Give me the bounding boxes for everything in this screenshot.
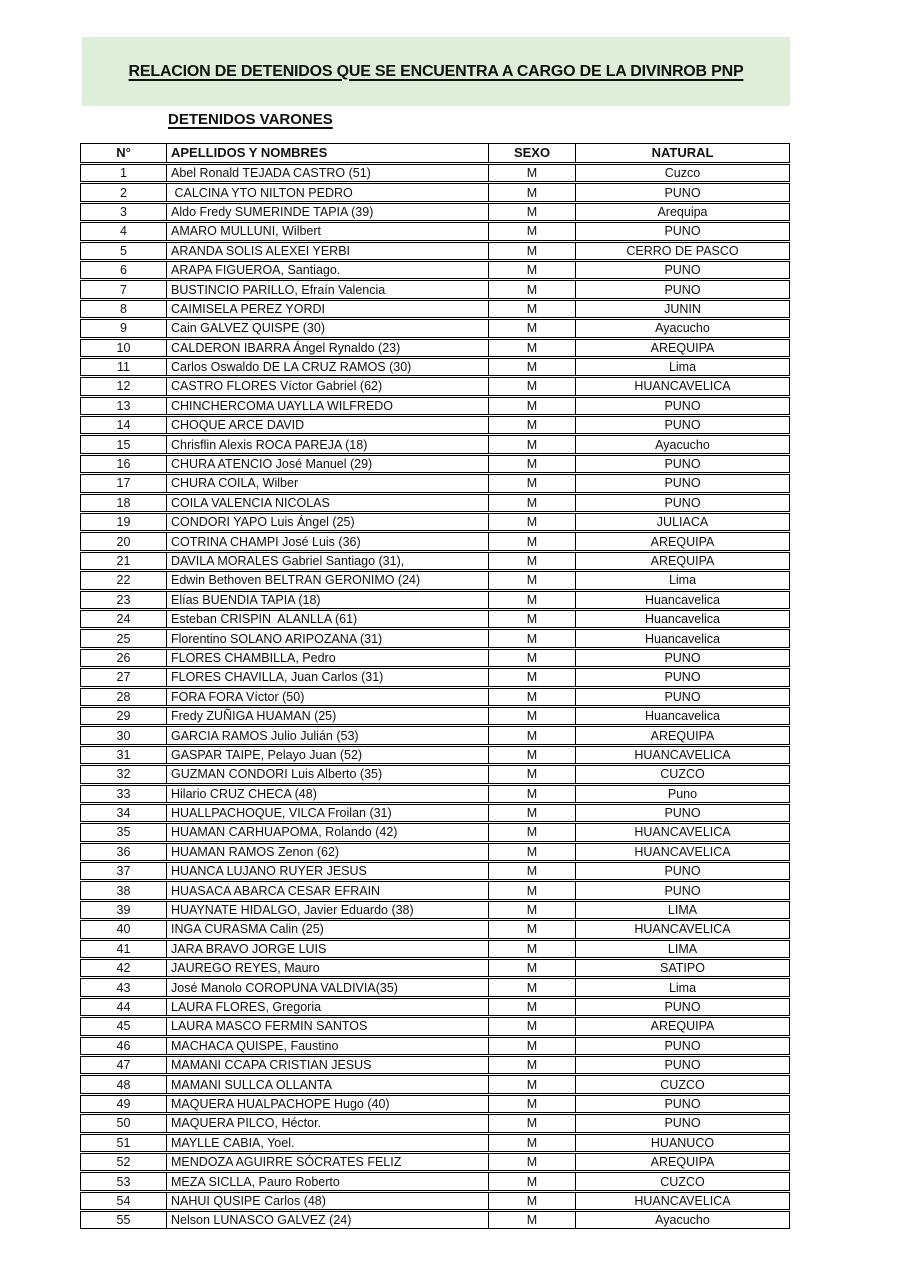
table-row bbox=[80, 552, 790, 570]
cell-name: Nelson LUNASCO GALVEZ (24) bbox=[166, 1212, 488, 1228]
cell-sexo: M bbox=[488, 650, 575, 666]
cell-name: LAURA FLORES, Gregoria bbox=[166, 999, 488, 1015]
table-row bbox=[80, 1017, 790, 1035]
cell-natural: AREQUIPA bbox=[575, 553, 789, 569]
table-row bbox=[80, 862, 790, 880]
cell-name: HUANCA LUJANO RUYER JESUS bbox=[166, 863, 488, 879]
cell-name: INGA CURASMA Calin (25) bbox=[166, 921, 488, 937]
cell-sexo: M bbox=[488, 727, 575, 743]
cell-name: AMARO MULLUNI, Wilbert bbox=[166, 223, 488, 239]
cell-natural: LIMA bbox=[575, 941, 789, 957]
cell-name: MAQUERA PILCO, Héctor. bbox=[166, 1115, 488, 1131]
cell-name: Carlos Oswaldo DE LA CRUZ RAMOS (30) bbox=[166, 359, 488, 375]
table-row bbox=[80, 513, 790, 531]
cell-natural: SATIPO bbox=[575, 960, 789, 976]
cell-name: José Manolo COROPUNA VALDIVIA(35) bbox=[166, 979, 488, 995]
table-row bbox=[80, 280, 790, 298]
cell-number: 23 bbox=[116, 592, 131, 607]
cell-natural: AREQUIPA bbox=[575, 1018, 789, 1034]
cell-number: 14 bbox=[116, 418, 131, 433]
cell-name: FLORES CHAVILLA, Juan Carlos (31) bbox=[166, 669, 488, 685]
table-row bbox=[80, 823, 790, 841]
table-row bbox=[80, 203, 790, 221]
cell-number: 26 bbox=[116, 650, 131, 665]
cell-number: 37 bbox=[116, 864, 131, 879]
cell-sexo: M bbox=[488, 553, 575, 569]
cell-name: COILA VALENCIA NICOLAS bbox=[166, 495, 488, 511]
cell-number: 31 bbox=[116, 747, 131, 762]
cell-natural: Ayacucho bbox=[575, 1212, 789, 1228]
cell-name: HUAYNATE HIDALGO, Javier Eduardo (38) bbox=[166, 902, 488, 918]
cell-sexo: M bbox=[488, 378, 575, 394]
table-row bbox=[80, 804, 790, 822]
cell-sexo: M bbox=[488, 805, 575, 821]
table-row bbox=[80, 1114, 790, 1132]
table-row bbox=[80, 668, 790, 686]
cell-number: 38 bbox=[116, 883, 131, 898]
cell-name: CHURA COILA, Wilber bbox=[166, 475, 488, 491]
cell-natural: PUNO bbox=[575, 456, 789, 472]
cell-number: 1 bbox=[120, 166, 127, 181]
cell-number: 34 bbox=[116, 806, 131, 821]
page-title: RELACION DE DETENIDOS QUE SE ENCUENTRA A CARGO DE LA DIVINROB PNP bbox=[128, 62, 744, 80]
cell-number: 42 bbox=[116, 961, 131, 976]
cell-sexo: M bbox=[488, 902, 575, 918]
cell-number: 36 bbox=[116, 844, 131, 859]
cell-number: 5 bbox=[120, 243, 127, 258]
cell-number: 53 bbox=[116, 1174, 131, 1189]
cell-sexo: M bbox=[488, 824, 575, 840]
cell-name: MAMANI SULLCA OLLANTA bbox=[166, 1076, 488, 1092]
cell-number: 48 bbox=[116, 1077, 131, 1092]
cell-name: BUSTINCIO PARILLO, Efraín Valencia bbox=[166, 281, 488, 297]
cell-sexo: M bbox=[488, 630, 575, 646]
table-row bbox=[80, 881, 790, 899]
table-row bbox=[80, 591, 790, 609]
cell-sexo: M bbox=[488, 941, 575, 957]
cell-number: 18 bbox=[116, 495, 131, 510]
cell-number: 52 bbox=[116, 1155, 131, 1170]
table-row bbox=[80, 1153, 790, 1171]
table-row bbox=[80, 319, 790, 337]
cell-natural: Lima bbox=[575, 572, 789, 588]
table-row bbox=[80, 785, 790, 803]
cell-natural: PUNO bbox=[575, 863, 789, 879]
cell-natural: HUANCAVELICA bbox=[575, 378, 789, 394]
table-row bbox=[80, 688, 790, 706]
cell-name: HUAMAN CARHUAPOMA, Rolando (42) bbox=[166, 824, 488, 840]
cell-name: DAVILA MORALES Gabriel Santiago (31), bbox=[166, 553, 488, 569]
cell-name: NAHUI QUSIPE Carlos (48) bbox=[166, 1193, 488, 1209]
cell-sexo: M bbox=[488, 611, 575, 627]
cell-natural: PUNO bbox=[575, 398, 789, 414]
cell-natural: PUNO bbox=[575, 1038, 789, 1054]
cell-sexo: M bbox=[488, 184, 575, 200]
cell-natural: Cuzco bbox=[575, 165, 789, 181]
cell-number: 2 bbox=[120, 185, 127, 200]
cell-number: 28 bbox=[116, 689, 131, 704]
cell-name: ARAPA FIGUEROA, Santiago. bbox=[166, 262, 488, 278]
cell-name: CASTRO FLORES Víctor Gabriel (62) bbox=[166, 378, 488, 394]
cell-sexo: M bbox=[488, 456, 575, 472]
cell-number: 22 bbox=[116, 573, 131, 588]
cell-name: MACHACA QUISPE, Faustino bbox=[166, 1038, 488, 1054]
cell-sexo: M bbox=[488, 1135, 575, 1151]
cell-name: CHOQUE ARCE DAVID bbox=[166, 417, 488, 433]
cell-natural: Huancavelica bbox=[575, 630, 789, 646]
cell-sexo: M bbox=[488, 320, 575, 336]
cell-number: 45 bbox=[116, 1019, 131, 1034]
cell-sexo: M bbox=[488, 495, 575, 511]
cell-sexo: M bbox=[488, 514, 575, 530]
cell-sexo: M bbox=[488, 359, 575, 375]
cell-natural: Lima bbox=[575, 359, 789, 375]
table-row bbox=[80, 242, 790, 260]
section-title: DETENIDOS VARONES bbox=[168, 111, 333, 128]
cell-name: ARANDA SOLIS ALEXEI YERBI bbox=[166, 243, 488, 259]
cell-name: MAMANI CCAPA CRISTIAN JESUS bbox=[166, 1057, 488, 1073]
table-row bbox=[80, 843, 790, 861]
cell-natural: AREQUIPA bbox=[575, 727, 789, 743]
table-row bbox=[80, 1037, 790, 1055]
cell-name: CALCINA YTO NILTON PEDRO bbox=[166, 184, 488, 200]
table-row bbox=[80, 1192, 790, 1210]
cell-natural: CUZCO bbox=[575, 766, 789, 782]
cell-natural: AREQUIPA bbox=[575, 1154, 789, 1170]
cell-natural: HUANCAVELICA bbox=[575, 844, 789, 860]
cell-number: 41 bbox=[116, 941, 131, 956]
table-row bbox=[80, 1095, 790, 1113]
cell-sexo: M bbox=[488, 1018, 575, 1034]
cell-sexo: M bbox=[488, 708, 575, 724]
table-row bbox=[80, 183, 790, 201]
cell-natural: PUNO bbox=[575, 223, 789, 239]
cell-natural: HUANUCO bbox=[575, 1135, 789, 1151]
cell-natural: PUNO bbox=[575, 184, 789, 200]
cell-sexo: M bbox=[488, 417, 575, 433]
cell-natural: HUANCAVELICA bbox=[575, 747, 789, 763]
table-row bbox=[80, 707, 790, 725]
cell-number: 43 bbox=[116, 980, 131, 995]
cell-number: 8 bbox=[120, 301, 127, 316]
cell-natural: Huancavelica bbox=[575, 611, 789, 627]
table-body bbox=[80, 164, 790, 1229]
table-row bbox=[80, 377, 790, 395]
table-row bbox=[80, 959, 790, 977]
cell-natural: PUNO bbox=[575, 650, 789, 666]
cell-number: 24 bbox=[116, 612, 131, 627]
cell-sexo: M bbox=[488, 999, 575, 1015]
cell-natural: PUNO bbox=[575, 689, 789, 705]
cell-sexo: M bbox=[488, 1038, 575, 1054]
cell-natural: JULIACA bbox=[575, 514, 789, 530]
cell-name: FORA FORA Víctor (50) bbox=[166, 689, 488, 705]
cell-number: 9 bbox=[120, 321, 127, 336]
cell-number: 55 bbox=[116, 1213, 131, 1228]
cell-sexo: M bbox=[488, 669, 575, 685]
cell-number: 39 bbox=[116, 903, 131, 918]
cell-sexo: M bbox=[488, 243, 575, 259]
table-row bbox=[80, 435, 790, 453]
cell-sexo: M bbox=[488, 262, 575, 278]
cell-number: 40 bbox=[116, 922, 131, 937]
cell-name: JAUREGO REYES, Mauro bbox=[166, 960, 488, 976]
cell-name: Chrisflin Alexis ROCA PAREJA (18) bbox=[166, 436, 488, 452]
cell-number: 30 bbox=[116, 728, 131, 743]
cell-name: MAYLLE CABIA, Yoel. bbox=[166, 1135, 488, 1151]
cell-number: 49 bbox=[116, 1096, 131, 1111]
cell-name: Hilario CRUZ CHECA (48) bbox=[166, 786, 488, 802]
cell-name: Florentino SOLANO ARIPOZANA (31) bbox=[166, 630, 488, 646]
table-row bbox=[80, 571, 790, 589]
cell-name: JARA BRAVO JORGE LUIS bbox=[166, 941, 488, 957]
table-row bbox=[80, 1056, 790, 1074]
table-row bbox=[80, 901, 790, 919]
cell-number: 16 bbox=[116, 457, 131, 472]
cell-natural: HUANCAVELICA bbox=[575, 824, 789, 840]
cell-name: HUALLPACHOQUE, VILCA Froilan (31) bbox=[166, 805, 488, 821]
title-banner bbox=[82, 37, 790, 106]
cell-sexo: M bbox=[488, 281, 575, 297]
table-row bbox=[80, 494, 790, 512]
table-row bbox=[80, 1134, 790, 1152]
cell-sexo: M bbox=[488, 1173, 575, 1189]
cell-natural: PUNO bbox=[575, 669, 789, 685]
cell-name: Edwin Bethoven BELTRAN GERONIMO (24) bbox=[166, 572, 488, 588]
cell-number: 25 bbox=[116, 631, 131, 646]
cell-sexo: M bbox=[488, 960, 575, 976]
cell-natural: PUNO bbox=[575, 999, 789, 1015]
cell-name: GASPAR TAIPE, Pelayo Juan (52) bbox=[166, 747, 488, 763]
cell-name: Abel Ronald TEJADA CASTRO (51) bbox=[166, 165, 488, 181]
cell-sexo: M bbox=[488, 766, 575, 782]
cell-sexo: M bbox=[488, 223, 575, 239]
cell-number: 32 bbox=[116, 767, 131, 782]
table-row bbox=[80, 629, 790, 647]
cell-sexo: M bbox=[488, 747, 575, 763]
table-row bbox=[80, 416, 790, 434]
table-row bbox=[80, 1075, 790, 1093]
cell-name: HUAMAN RAMOS Zenon (62) bbox=[166, 844, 488, 860]
table-row bbox=[80, 610, 790, 628]
table-row bbox=[80, 649, 790, 667]
cell-natural: HUANCAVELICA bbox=[575, 1193, 789, 1209]
table-row bbox=[80, 261, 790, 279]
cell-natural: Puno bbox=[575, 786, 789, 802]
cell-name: FLORES CHAMBILLA, Pedro bbox=[166, 650, 488, 666]
cell-name: CAIMISELA PEREZ YORDI bbox=[166, 301, 488, 317]
cell-number: 3 bbox=[120, 204, 127, 219]
cell-number: 17 bbox=[116, 476, 131, 491]
cell-number: 51 bbox=[116, 1135, 131, 1150]
cell-sexo: M bbox=[488, 1193, 575, 1209]
table-row bbox=[80, 978, 790, 996]
cell-name: CHURA ATENCIO José Manuel (29) bbox=[166, 456, 488, 472]
table-row bbox=[80, 765, 790, 783]
cell-number: 4 bbox=[120, 224, 127, 239]
table-row bbox=[80, 998, 790, 1016]
cell-sexo: M bbox=[488, 572, 575, 588]
table-row bbox=[80, 339, 790, 357]
cell-natural: Arequipa bbox=[575, 204, 789, 220]
cell-natural: CERRO DE PASCO bbox=[575, 243, 789, 259]
cell-name: CHINCHERCOMA UAYLLA WILFREDO bbox=[166, 398, 488, 414]
cell-number: 15 bbox=[116, 437, 131, 452]
cell-natural: LIMA bbox=[575, 902, 789, 918]
cell-number: 20 bbox=[116, 534, 131, 549]
cell-sexo: M bbox=[488, 1057, 575, 1073]
cell-number: 13 bbox=[116, 398, 131, 413]
cell-sexo: M bbox=[488, 1076, 575, 1092]
table-row bbox=[80, 222, 790, 240]
cell-natural: PUNO bbox=[575, 475, 789, 491]
cell-name: Aldo Fredy SUMERINDE TAPIA (39) bbox=[166, 204, 488, 220]
cell-number: 46 bbox=[116, 1038, 131, 1053]
cell-name: CONDORI YAPO Luis Ángel (25) bbox=[166, 514, 488, 530]
cell-natural: Lima bbox=[575, 979, 789, 995]
cell-name: COTRINA CHAMPI José Luis (36) bbox=[166, 533, 488, 549]
cell-natural: PUNO bbox=[575, 805, 789, 821]
cell-natural: PUNO bbox=[575, 1115, 789, 1131]
cell-sexo: M bbox=[488, 436, 575, 452]
cell-natural: PUNO bbox=[575, 262, 789, 278]
cell-name: Esteban CRISPIN ALANLLA (61) bbox=[166, 611, 488, 627]
cell-sexo: M bbox=[488, 1115, 575, 1131]
table-row bbox=[80, 1172, 790, 1190]
cell-sexo: M bbox=[488, 204, 575, 220]
cell-sexo: M bbox=[488, 301, 575, 317]
cell-name: GARCIA RAMOS Julio Julián (53) bbox=[166, 727, 488, 743]
table-row bbox=[80, 726, 790, 744]
column-header-numero: N° bbox=[116, 145, 131, 160]
table-row bbox=[80, 358, 790, 376]
cell-number: 47 bbox=[116, 1058, 131, 1073]
cell-natural: PUNO bbox=[575, 1057, 789, 1073]
cell-name: Fredy ZUÑIGA HUAMAN (25) bbox=[166, 708, 488, 724]
cell-number: 12 bbox=[116, 379, 131, 394]
cell-natural: PUNO bbox=[575, 417, 789, 433]
cell-natural: Huancavelica bbox=[575, 708, 789, 724]
table-row bbox=[80, 474, 790, 492]
cell-name: MENDOZA AGUIRRE SÓCRATES FELIZ bbox=[166, 1154, 488, 1170]
column-header-apellidos-nombres: APELLIDOS Y NOMBRES bbox=[166, 144, 488, 162]
table-row bbox=[80, 455, 790, 473]
cell-sexo: M bbox=[488, 533, 575, 549]
cell-sexo: M bbox=[488, 844, 575, 860]
column-header-sexo: SEXO bbox=[488, 144, 575, 162]
cell-sexo: M bbox=[488, 1096, 575, 1112]
cell-number: 50 bbox=[116, 1116, 131, 1131]
cell-name: MAQUERA HUALPACHOPE Hugo (40) bbox=[166, 1096, 488, 1112]
table-row bbox=[80, 397, 790, 415]
cell-sexo: M bbox=[488, 786, 575, 802]
cell-natural: PUNO bbox=[575, 281, 789, 297]
cell-sexo: M bbox=[488, 882, 575, 898]
cell-sexo: M bbox=[488, 921, 575, 937]
cell-number: 21 bbox=[116, 554, 131, 568]
cell-sexo: M bbox=[488, 689, 575, 705]
cell-natural: CUZCO bbox=[575, 1076, 789, 1092]
table-header-row bbox=[80, 143, 790, 163]
cell-natural: PUNO bbox=[575, 1096, 789, 1112]
table-row bbox=[80, 300, 790, 318]
cell-number: 29 bbox=[116, 709, 131, 724]
cell-sexo: M bbox=[488, 863, 575, 879]
cell-number: 10 bbox=[116, 340, 131, 355]
table-row bbox=[80, 164, 790, 182]
cell-number: 6 bbox=[120, 263, 127, 278]
cell-natural: Ayacucho bbox=[575, 320, 789, 336]
cell-sexo: M bbox=[488, 475, 575, 491]
cell-name: Elías BUENDIA TAPIA (18) bbox=[166, 592, 488, 608]
cell-sexo: M bbox=[488, 398, 575, 414]
table-row bbox=[80, 1211, 790, 1229]
column-header-natural: NATURAL bbox=[575, 144, 789, 162]
cell-natural: PUNO bbox=[575, 882, 789, 898]
cell-natural: AREQUIPA bbox=[575, 340, 789, 356]
cell-number: 11 bbox=[117, 360, 130, 375]
cell-name: HUASACA ABARCA CESAR EFRAIN bbox=[166, 882, 488, 898]
cell-number: 54 bbox=[116, 1193, 131, 1208]
table-row bbox=[80, 532, 790, 550]
cell-sexo: M bbox=[488, 165, 575, 181]
cell-natural: HUANCAVELICA bbox=[575, 921, 789, 937]
cell-number: 35 bbox=[116, 825, 131, 840]
cell-number: 33 bbox=[116, 786, 131, 801]
cell-number: 27 bbox=[116, 670, 131, 685]
cell-natural: AREQUIPA bbox=[575, 533, 789, 549]
table-row bbox=[80, 920, 790, 938]
cell-name: CALDERON IBARRA Ángel Rynaldo (23) bbox=[166, 340, 488, 356]
cell-name: MEZA SICLLA, Pauro Roberto bbox=[166, 1173, 488, 1189]
cell-number: 44 bbox=[116, 999, 131, 1014]
detainees-table bbox=[80, 143, 790, 1229]
cell-natural: CUZCO bbox=[575, 1173, 789, 1189]
cell-name: LAURA MASCO FERMIN SANTOS bbox=[166, 1018, 488, 1034]
cell-sexo: M bbox=[488, 1212, 575, 1228]
cell-natural: JUNIN bbox=[575, 301, 789, 317]
table-row bbox=[80, 940, 790, 958]
cell-number: 7 bbox=[120, 282, 127, 297]
cell-natural: PUNO bbox=[575, 495, 789, 511]
cell-name: Cain GALVEZ QUISPE (30) bbox=[166, 320, 488, 336]
cell-sexo: M bbox=[488, 979, 575, 995]
cell-number: 19 bbox=[116, 515, 131, 530]
cell-sexo: M bbox=[488, 340, 575, 356]
cell-natural: Ayacucho bbox=[575, 436, 789, 452]
cell-name: GUZMAN CONDORI Luis Alberto (35) bbox=[166, 766, 488, 782]
cell-sexo: M bbox=[488, 592, 575, 608]
cell-natural: Huancavelica bbox=[575, 592, 789, 608]
table-row bbox=[80, 746, 790, 764]
cell-sexo: M bbox=[488, 1154, 575, 1170]
